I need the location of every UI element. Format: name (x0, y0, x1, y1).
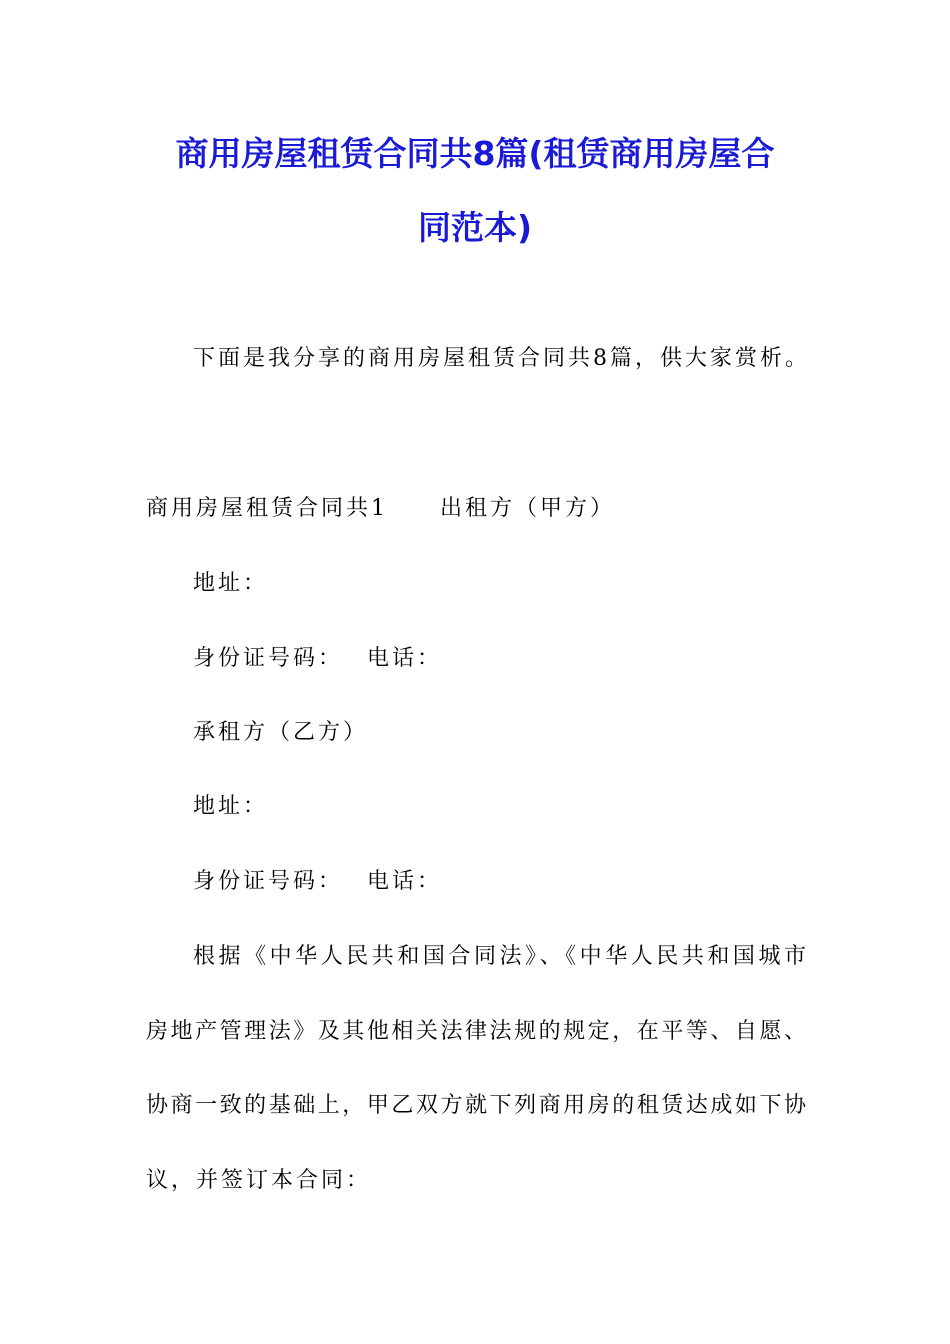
document-title-line-2: 同范本) (417, 208, 533, 247)
intro-paragraph: 下面是我分享的商用房屋租赁合同共8篇，供大家赏析。 (193, 346, 810, 371)
lessor-address-label: 地址： (193, 571, 269, 596)
lessee-id-phone-line (193, 867, 442, 897)
basis-paragraph-line-2: 房地产管理法》及其他相关法律法规的规定，在平等、自愿、 (146, 1019, 806, 1044)
section-1-heading-line (146, 494, 615, 524)
lessee-id-label: 身份证号码： (193, 869, 344, 894)
lessee-phone-label: 电话： (367, 869, 443, 894)
lessor-id-phone-line (193, 644, 442, 674)
basis-paragraph-line-3: 协商一致的基础上，甲乙双方就下列商用房的租赁达成如下协 (146, 1093, 806, 1118)
document-title-line-1: 商用房屋租赁合同共8篇(租赁商用房屋合 (175, 134, 775, 173)
lessor-id-label: 身份证号码： (193, 646, 344, 671)
lessor-label: 出租方（甲方） (440, 496, 616, 521)
lessor-phone-label: 电话： (367, 646, 443, 671)
lessee-address-label: 地址： (193, 794, 269, 819)
basis-paragraph-line-1: 根据《中华人民共和国合同法》、《中华人民共和国城市 (193, 944, 806, 969)
lessee-label: 承租方（乙方） (193, 720, 369, 745)
basis-paragraph-line-4: 议，并签订本合同： (146, 1168, 372, 1193)
section-1-heading: 商用房屋租赁合同共1 (146, 496, 388, 521)
